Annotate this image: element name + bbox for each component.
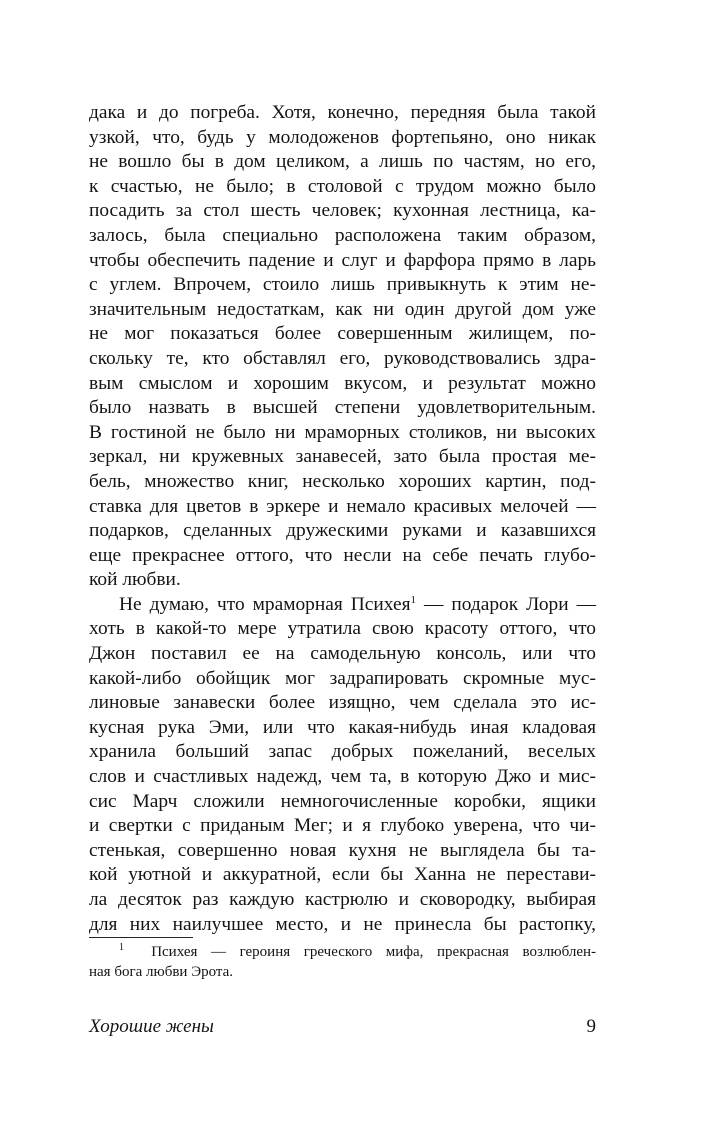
text-line: для них наилучшее место, и не принесла бы растопку, xyxy=(89,913,596,935)
text-line: сис Марч сложили немногочисленные коробки, ящики xyxy=(89,790,596,812)
text-line: кой уютной и аккуратной, если бы Ханна не перестави- xyxy=(89,864,596,886)
text-line: было назвать в высшей степени удовлетворительным. xyxy=(89,397,596,419)
footnote-separator xyxy=(89,937,193,938)
text-line: скольку те, кто обставлял его, руководствовались здра- xyxy=(89,347,596,369)
text-line-with-footnote-ref xyxy=(89,593,596,618)
text-line: не мог показаться более совершенным жилищем, по- xyxy=(89,323,596,345)
text-line: значительным недостаткам, как ни один другой дом уже xyxy=(89,298,596,320)
footnote-line xyxy=(89,942,596,962)
text-line: посадить за стол шесть человек; кухонная лестница, ка- xyxy=(89,200,596,222)
main-text xyxy=(89,101,596,937)
paragraph-1 xyxy=(89,101,596,593)
footnote-marker: 1 xyxy=(119,942,124,953)
text-line: хоть в какой-то мере утратила свою красоту оттого, что xyxy=(89,618,596,640)
text-line: ла десяток раз каждую кастрюлю и сковородку, выбирая xyxy=(89,889,596,910)
text-line: какой-либо обойщик мог задрапировать скромные мус- xyxy=(89,667,596,689)
text-line: узкой, что, будь у молодоженов фортепьяно, оно никак xyxy=(89,126,596,148)
text-line: еще прекраснее оттого, что несли на себе печать глубо- xyxy=(89,544,596,566)
text-segment: Не думаю, что мраморная Психея xyxy=(119,593,411,615)
text-line: кой любви. xyxy=(89,569,181,591)
text-line: хранила больший запас добрых пожеланий, веселых xyxy=(89,741,596,763)
page-number: 9 xyxy=(586,1016,596,1037)
footnote-line: ная бога любви Эрота. xyxy=(89,964,234,980)
text-line: зеркал, ни кружевных занавесей, зато была простая ме- xyxy=(89,446,596,468)
text-line: чтобы обеспечить падение и слуг и фарфора прямо в ларь xyxy=(89,249,596,271)
footnote-reference: 1 xyxy=(410,593,416,606)
text-line: В гостиной не было ни мраморных столиков, ни высоких xyxy=(89,421,596,443)
text-line: слов и счастливых надежд, чем та, в которую Джо и мис- xyxy=(89,766,596,788)
text-line: подарков, сделанных дружескими руками и казавшихся xyxy=(89,520,596,542)
text-line: дака и до погреба. Хотя, конечно, передняя была такой xyxy=(89,102,596,123)
text-segment: — подарок Лори — xyxy=(416,593,596,615)
footnote xyxy=(89,942,596,982)
paragraph-2 xyxy=(89,593,596,937)
text-line: вым смыслом и хорошим вкусом, и результат можно xyxy=(89,372,596,394)
text-line: залось, была специально расположена таким образом, xyxy=(89,224,596,246)
text-line: с углем. Впрочем, стоило лишь привыкнуть к этим не- xyxy=(89,274,596,296)
text-line: бель, множество книг, несколько хороших картин, под- xyxy=(89,470,596,492)
text-line: к счастью, не было; в столовой с трудом можно было xyxy=(89,175,596,197)
text-line: и свертки с приданым Мег; и я глубоко уверена, что чи- xyxy=(89,815,596,837)
text-line: линовые занавески более изящно, чем сделала это ис- xyxy=(89,692,596,714)
text-line: кусная рука Эми, или что какая-нибудь иная кладовая xyxy=(89,716,596,738)
running-title: Хорошие жены xyxy=(89,1016,214,1037)
text-line: стенькая, совершенно новая кухня не выглядела бы та- xyxy=(89,839,596,861)
footnote-text: Психея — героиня греческого мифа, прекрасная возлюблен- xyxy=(151,944,597,960)
text-line: ставка для цветов в эркере и немало красивых мелочей — xyxy=(89,495,596,517)
text-line: не вошло бы в дом целиком, а лишь по частям, но его, xyxy=(89,151,596,173)
text-line: Джон поставил ее на самодельную консоль, или что xyxy=(89,643,596,665)
